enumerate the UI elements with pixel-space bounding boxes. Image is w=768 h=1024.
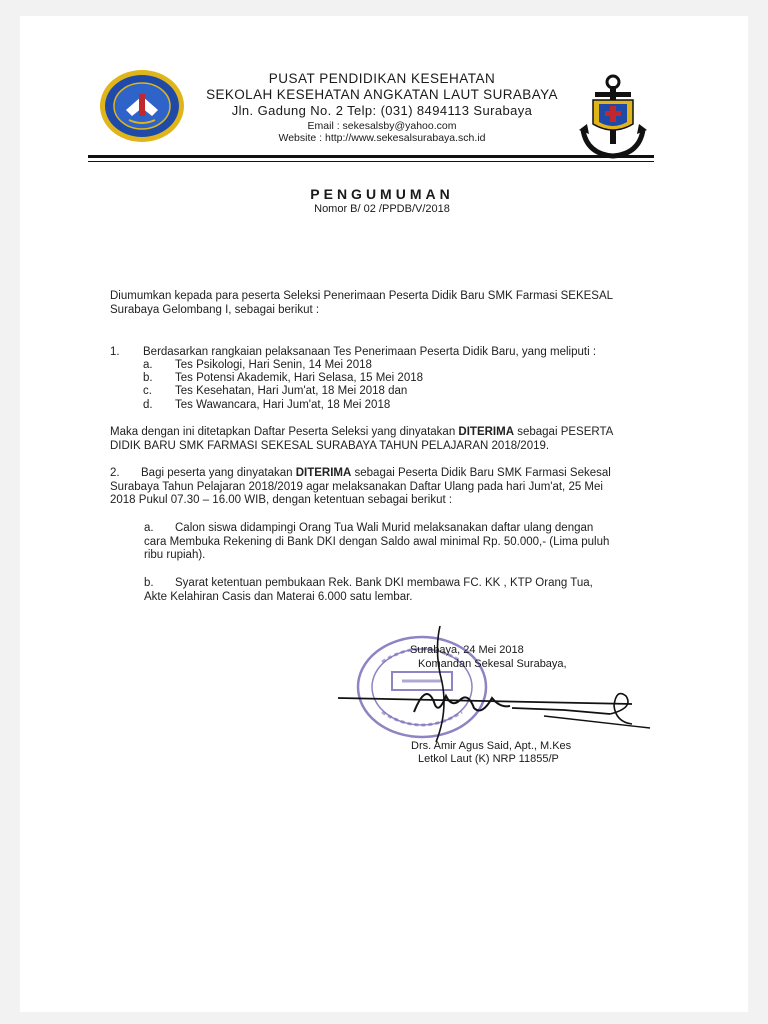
item-1-number: 1.: [110, 346, 120, 358]
signature-place-date: Surabaya, 24 Mei 2018: [410, 644, 524, 656]
signatory-name: Drs. Amir Agus Said, Apt., M.Kes: [411, 740, 572, 752]
diterima-emphasis: DITERIMA: [458, 426, 515, 438]
item-2-line-2: Surabaya Tahun Pelajaran 2018/2019 agar melaksanakan Daftar Ulang pada hari Jum'at, 25 Mei: [110, 481, 603, 493]
item-1-sub-letter: d.: [143, 399, 153, 411]
item-1-sub-letter: c.: [143, 385, 152, 397]
item-2-line-3: 2018 Pukul 07.30 – 16.00 WIB, dengan ketentuan sebagai berikut :: [110, 494, 453, 506]
item-2-sub-b-line-2: Akte Kelahiran Casis dan Materai 6.000 satu lembar.: [144, 591, 413, 603]
item-1-sub-letter: a.: [143, 359, 153, 371]
email-text: Email : sekesalsby@yahoo.com: [307, 120, 457, 132]
diterima-emphasis: DITERIMA: [295, 467, 352, 479]
institution-name: PUSAT PENDIDIKAN KESEHATAN: [268, 71, 496, 86]
school-name: SEKOLAH KESEHATAN ANGKATAN LAUT SURABAYA: [206, 87, 558, 102]
intro-line-2: Surabaya Gelombang I, sebagai berikut :: [110, 304, 320, 316]
document-page: [20, 16, 748, 1012]
item-1-sub-text: Tes Potensi Akademik, Hari Selasa, 15 Mei 2018: [175, 372, 424, 384]
item-1-text: Berdasarkan rangkaian pelaksanaan Tes Penerimaan Peserta Didik Baru, yang meliputi :: [143, 346, 597, 358]
decision-line-2: DIDIK BARU SMK FARMASI SEKESAL SURABAYA TAHUN PELAJARAN 2018/2019.: [110, 440, 550, 452]
signature-position: Komandan Sekesal Surabaya,: [418, 658, 567, 670]
item-1-sub-letter: b.: [143, 372, 153, 384]
item-2-sub-b-letter: b.: [144, 577, 154, 589]
address-phone: Jln. Gadung No. 2 Telp: (031) 8494113 Surabaya: [231, 103, 533, 118]
item-1-sub-text: Tes Wawancara, Hari Jum'at, 18 Mei 2018: [175, 399, 391, 411]
item-2-line-1: Bagi peserta yang dinyatakan DITERIMA sebagai Peserta Didik Baru SMK Farmasi Sekesal: [141, 467, 611, 479]
website-text: Website : http://www.sekesalsurabaya.sch.id: [278, 132, 486, 144]
item-2-sub-a-line-3: ribu rupiah).: [144, 549, 206, 561]
item-1-sub-text: Tes Psikologi, Hari Senin, 14 Mei 2018: [175, 359, 372, 371]
signatory-rank: Letkol Laut (K) NRP 11855/P: [418, 753, 559, 765]
item-2-sub-a-line-2: cara Membuka Rekening di Bank DKI dengan Saldo awal minimal Rp. 50.000,- (Lima puluh: [144, 536, 610, 548]
decision-line-1: Maka dengan ini ditetapkan Daftar Peserta Seleksi yang dinyatakan DITERIMA sebagai PESERTA: [110, 426, 614, 438]
handwritten-signature: [314, 612, 654, 752]
intro-line-1: Diumumkan kepada para peserta Seleksi Penerimaan Peserta Didik Baru SMK Farmasi SEKESAL: [110, 290, 614, 302]
letterhead-divider-thin: [88, 161, 654, 162]
item-2-sub-a-line-1: Calon siswa didampingi Orang Tua Wali Murid melaksanakan daftar ulang dengan: [175, 522, 594, 534]
document-title: PENGUMUMAN: [310, 186, 454, 202]
document-number: Nomor B/ 02 /PPDB/V/2018: [314, 203, 450, 215]
item-2-sub-a-letter: a.: [144, 522, 154, 534]
item-2-sub-b-line-1: Syarat ketentuan pembukaan Rek. Bank DKI membawa FC. KK , KTP Orang Tua,: [175, 577, 593, 589]
item-2-number: 2.: [110, 467, 120, 479]
letterhead-divider-thick: [88, 155, 654, 158]
item-1-sub-text: Tes Kesehatan, Hari Jum'at, 18 Mei 2018 dan: [175, 385, 408, 397]
